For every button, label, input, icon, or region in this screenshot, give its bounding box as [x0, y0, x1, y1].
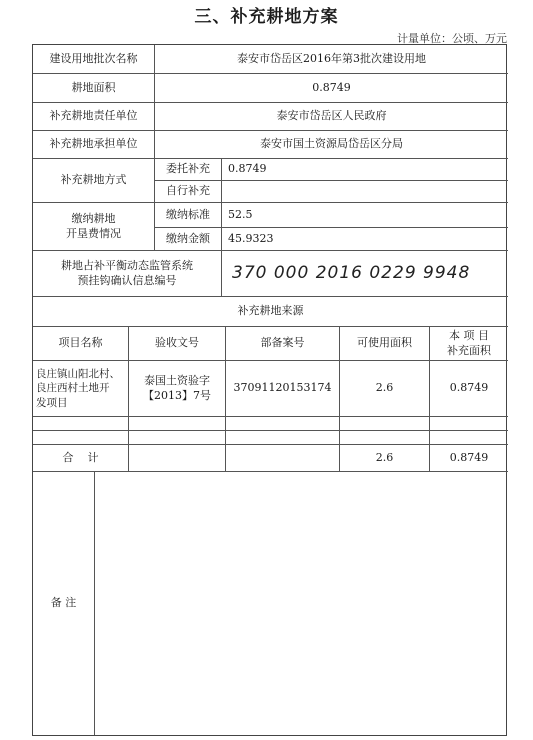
self-value [222, 181, 508, 203]
undertaker-label: 补充耕地承担单位 [33, 131, 155, 159]
empty-cell [340, 431, 430, 445]
empty-cell [33, 431, 129, 445]
header-supplement-area: 本 项 目 补充面积 [430, 327, 508, 361]
fee-amount-label: 缴纳金额 [155, 228, 222, 251]
table-row-project-name: 良庄镇山阳北村、 良庄西村土地开 发项目 [33, 361, 129, 417]
fee-standard-label: 缴纳标准 [155, 203, 222, 228]
header-doc-no: 验收文号 [129, 327, 226, 361]
empty-cell [226, 417, 340, 431]
monitor-label: 耕地占补平衡动态监管系统 预挂钩确认信息编号 [33, 251, 222, 297]
fee-label: 缴纳耕地 开垦费情况 [33, 203, 155, 251]
table-row-record-no: 37091120153174 [226, 361, 340, 417]
header-usable-area: 可使用面积 [340, 327, 430, 361]
entrusted-value: 0.8749 [222, 159, 508, 181]
header-project-name: 项目名称 [33, 327, 129, 361]
source-section-title: 补充耕地来源 [33, 297, 508, 327]
total-supplement-area: 0.8749 [430, 445, 508, 472]
fee-amount-value: 45.9323 [222, 228, 508, 251]
fee-standard-value: 52.5 [222, 203, 508, 228]
area-label: 耕地面积 [33, 74, 155, 103]
page-title: 三、补充耕地方案 [194, 7, 339, 27]
empty-cell [129, 417, 226, 431]
area-value: 0.8749 [155, 74, 508, 103]
remarks-value [95, 472, 508, 735]
empty-cell [129, 431, 226, 445]
table-row-doc-no: 泰国土资验字 【2013】7号 [129, 361, 226, 417]
table-row-usable-area: 2.6 [340, 361, 430, 417]
empty-cell [430, 431, 508, 445]
plan-table [32, 44, 507, 736]
method-label: 补充耕地方式 [33, 159, 155, 203]
self-label: 自行补充 [155, 181, 222, 203]
empty-cell [226, 431, 340, 445]
responsible-value: 泰安市岱岳区人民政府 [155, 103, 508, 131]
empty-cell [340, 417, 430, 431]
approval-name-value: 泰安市岱岳区2016年第3批次建设用地 [155, 45, 508, 74]
entrusted-label: 委托补充 [155, 159, 222, 181]
monitor-value: 370 000 2016 0229 9948 [222, 251, 508, 297]
undertaker-value: 泰安市国土资源局岱岳区分局 [155, 131, 508, 159]
total-usable-area: 2.6 [340, 445, 430, 472]
empty-cell [430, 417, 508, 431]
empty-cell [33, 417, 129, 431]
empty-cell [226, 445, 340, 472]
unit-note: 计量单位：公顷、万元 [397, 32, 507, 45]
approval-name-label: 建设用地批次名称 [33, 45, 155, 74]
table-row-supplement-area: 0.8749 [430, 361, 508, 417]
responsible-label: 补充耕地责任单位 [33, 103, 155, 131]
total-label: 合 计 [33, 445, 129, 472]
remarks-label: 备 注 [33, 472, 95, 735]
header-record-no: 部备案号 [226, 327, 340, 361]
empty-cell [129, 445, 226, 472]
